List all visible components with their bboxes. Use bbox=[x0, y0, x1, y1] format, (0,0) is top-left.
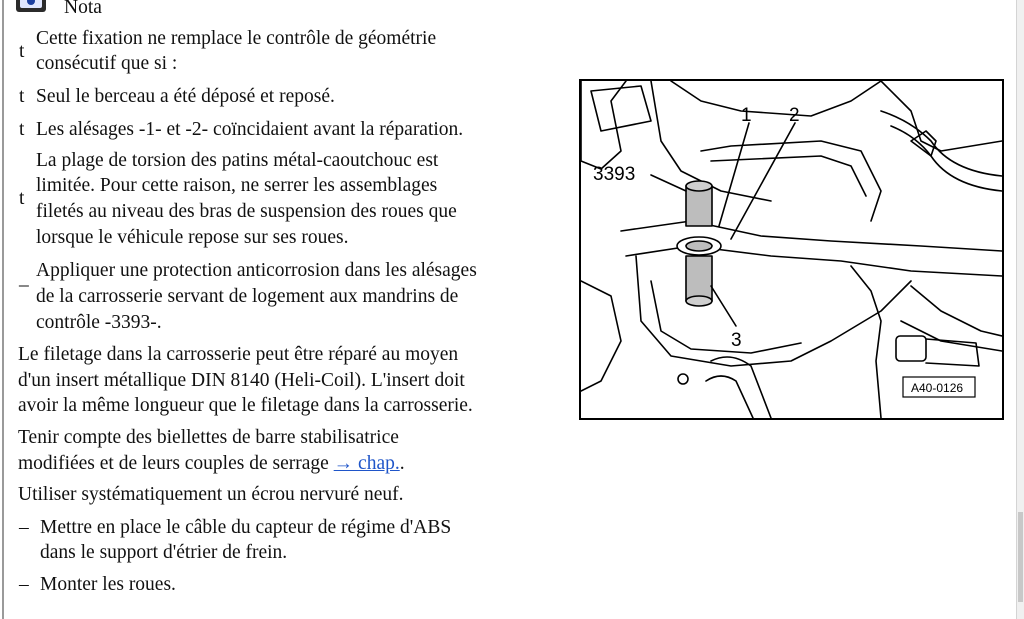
bolt-head bbox=[896, 336, 926, 361]
figure-id: A40-0126 bbox=[911, 381, 964, 395]
subframe-leg bbox=[851, 266, 881, 418]
suspension-arm bbox=[911, 286, 1002, 336]
tool-pin-lower bbox=[686, 256, 712, 301]
technical-illustration bbox=[579, 79, 1004, 420]
subframe-body bbox=[636, 256, 911, 366]
leader-2 bbox=[731, 123, 795, 239]
callout-1: 1 bbox=[741, 105, 752, 126]
left-structure bbox=[581, 281, 621, 391]
bullet-text-line: Seul le berceau a été déposé et reposé. bbox=[36, 86, 335, 107]
step-marker: – bbox=[19, 517, 29, 538]
bullet-text-line: consécutif que si : bbox=[36, 53, 178, 74]
step-text-line: Mettre en place le câble du capteur de régime d'ABS bbox=[40, 517, 452, 538]
step-text-line: Appliquer une protection anticorrosion dans les alésages bbox=[36, 260, 477, 281]
chapter-link[interactable]: → chap. bbox=[333, 453, 400, 474]
scrollbar-thumb[interactable] bbox=[1018, 512, 1023, 602]
paragraph-text: modifiées et de leurs couples de serrage bbox=[18, 453, 334, 474]
subframe-inner bbox=[651, 281, 801, 353]
tool-label: 3393 bbox=[593, 164, 636, 185]
paragraph-line: Le filetage dans la carrosserie peut être réparé au moyen bbox=[18, 344, 459, 365]
bullet-text-line: lorsque le véhicule repose sur ses roues. bbox=[36, 227, 349, 248]
pipe-lower bbox=[706, 376, 753, 418]
step-marker: _ bbox=[19, 268, 29, 289]
paragraph-line: d'un insert métallique DIN 8140 (Heli-Coil). L'insert doit bbox=[18, 370, 465, 391]
step-text-line: de la carrosserie servant de logement aux mandrins de bbox=[36, 286, 459, 307]
tool-pin-bottom bbox=[686, 296, 712, 306]
bullet-text-line: Les alésages -1- et -2- coïncidaient avant la réparation. bbox=[36, 119, 464, 140]
body-panel-outline bbox=[581, 81, 626, 169]
leader-3393 bbox=[651, 175, 686, 191]
step-marker: – bbox=[19, 574, 29, 595]
body-right-upper bbox=[881, 81, 1002, 151]
paragraph-text: . bbox=[399, 453, 405, 474]
left-border bbox=[2, 0, 4, 619]
bullet-marker: t bbox=[19, 188, 25, 209]
bullet-marker: t bbox=[19, 86, 25, 107]
paragraph-line: Tenir compte des biellettes de barre stabilisatrice bbox=[18, 427, 399, 448]
paragraph-line-with-link bbox=[18, 451, 405, 476]
scrollbar[interactable] bbox=[1016, 0, 1024, 619]
leader-3 bbox=[711, 286, 736, 326]
tool-pin-top bbox=[686, 181, 712, 191]
body-panel-detail bbox=[591, 86, 651, 131]
leader-1 bbox=[719, 123, 749, 226]
paragraph-line: avoir la même longueur que le filetage dans la carrosserie. bbox=[18, 395, 473, 416]
step-text-line: Monter les roues. bbox=[40, 574, 176, 595]
body-upper-edge bbox=[671, 81, 881, 116]
cable-channel-lower bbox=[891, 126, 1002, 191]
bullet-marker: t bbox=[19, 119, 25, 140]
note-title: Nota bbox=[64, 0, 102, 18]
bullet-text-line: limitée. Pour cette raison, ne serrer les assemblages bbox=[36, 175, 438, 196]
bullet-text-line: Cette fixation ne remplace le contrôle de géométrie bbox=[36, 28, 437, 49]
nut bbox=[678, 374, 688, 384]
bullet-marker: t bbox=[19, 41, 25, 62]
bullet-text-line: La plage de torsion des patins métal-caoutchouc est bbox=[36, 150, 439, 171]
bore-1 bbox=[686, 241, 712, 251]
body-recess bbox=[701, 141, 881, 221]
callout-2: 2 bbox=[789, 105, 800, 126]
step-text-line: dans le support d'étrier de frein. bbox=[40, 542, 288, 563]
note-icon bbox=[16, 0, 46, 12]
tool-pin-upper bbox=[686, 186, 712, 226]
paragraph-line: Utiliser systématiquement un écrou nervuré neuf. bbox=[18, 484, 404, 505]
pipe-upper bbox=[711, 357, 771, 418]
callout-3: 3 bbox=[731, 330, 742, 351]
step-text-line: contrôle -3393-. bbox=[36, 312, 162, 333]
bullet-text-line: filetés au niveau des bras de suspension des roues que bbox=[36, 201, 457, 222]
